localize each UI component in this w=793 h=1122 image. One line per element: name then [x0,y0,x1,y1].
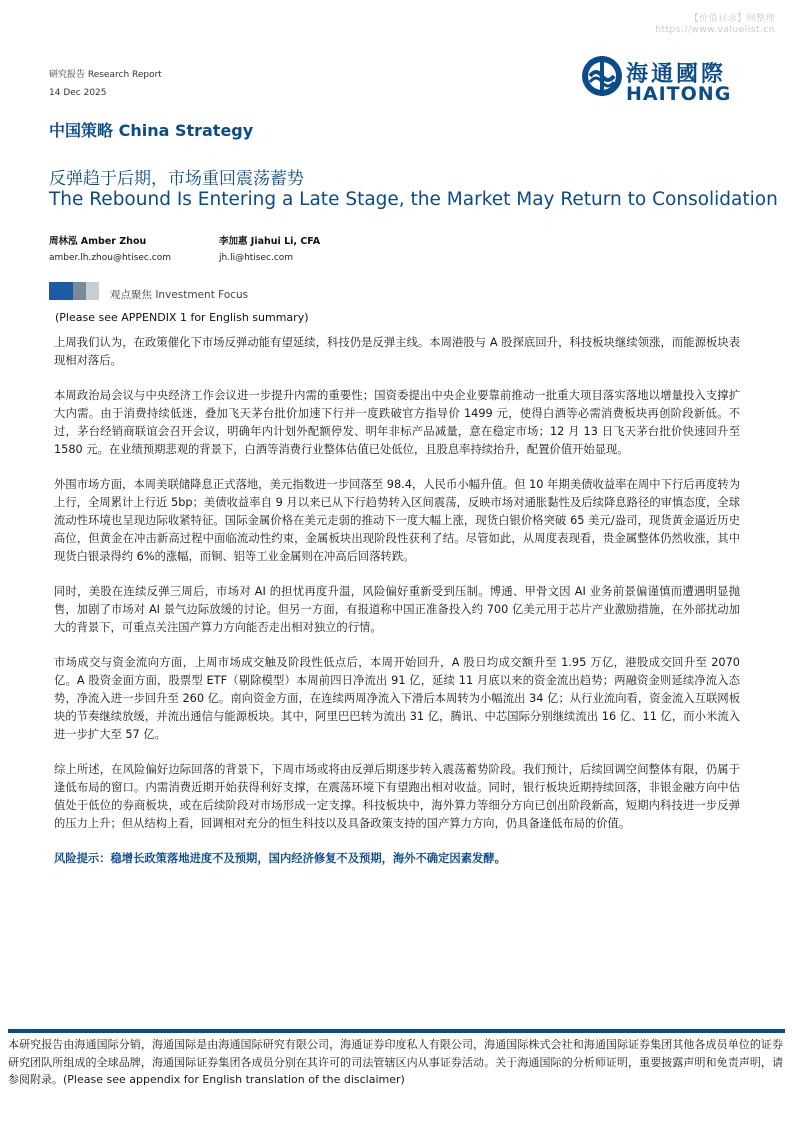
footer-divider [8,1029,785,1033]
report-body [54,334,740,868]
focus-bar-segment-3 [86,282,99,300]
focus-bar-segment-1 [49,282,73,300]
report-type: 研究报告 Research Report [49,70,162,80]
logo-chinese-text: 海通國際 [626,62,727,87]
author-name-1: 周林泓 Amber Zhou [49,236,147,247]
watermark-line-1: 【价值目录】网整理 [689,14,775,24]
title-chinese: 反弹趋于后期，市场重回震荡蓄势 [49,169,304,189]
watermark-line-2: https://www.valuelist.cn [655,25,775,35]
author-name-2: 李加惠 Jiahui Li, CFA [219,236,321,247]
footer-disclaimer: 本研究报告由海通国际分销，海通国际是由海通国际研究有限公司，海通证券印度私人有限公司，海通国际株式会社和海通国际证券集团其他各成员单位的证券研究团队所组成的全球品牌，海通国际证券集团各成员分别在其许可的司法管辖区内从事证券活动。关于海通国际的分析师证明，重要披露声明和免责声明，请参阅附录。(Please see appendix for English translation of the disclaimer) [8,1038,783,1086]
appendix-note: (Please see APPENDIX 1 for English summary) [55,311,309,324]
paragraph-4: 同时，美股在连续反弹三周后，市场对 AI 的担忧再度升温，风险偏好重新受到压制。博通、甲骨文因 AI 业务前景偏谨慎而遭遇明显抛售，加剧了市场对 AI 景气边际放缓的讨论。但另一方面，有报道称中国正准备投入约 700 亿美元用于芯片产业激励措施，在外部扰动加大的背景下，可重点关注国产算力方向能否走出相对独立的行情。 [54,585,740,634]
author-email-2[interactable]: jh.li@htisec.com [219,253,294,263]
author-email-1[interactable]: amber.lh.zhou@htisec.com [49,253,171,263]
paragraph-2: 本周政治局会议与中央经济工作会议进一步提升内需的重要性；国资委提出中央企业要靠前推动一批重大项目落实落地以增量投入支撑扩大内需。由于消费持续低迷，叠加飞天茅台批价加速下行并一度跌破官方指导价 1499 元，使得白酒等必需消费板块再创阶段新低。不过，茅台经销商联谊会召开会议，明确年内计划外配额停发、明年非标产品减量，意在稳定市场；12 月 13 日飞天茅台批价快速回升至 1580 元。在业绩预期悲观的背景下，白酒等消费行业整体估值已处低位，且股息率持续抬升，配置价值开始显现。 [54,389,740,456]
logo-english-text: HAITONG [626,83,732,105]
paragraph-1: 上周我们认为，在政策催化下市场反弹动能有望延续，科技仍是反弹主线。本周港股与 A 股探底回升，科技板块继续领涨，而能源板块表现相对落后。 [54,336,740,367]
paragraph-3: 外围市场方面，本周美联储降息正式落地，美元指数进一步回落至 98.4，人民币小幅升值。但 10 年期美债收益率在周中下行后再度转为上行，全周累计上行近 5bp；美债收益率自 9 月以来已从下行趋势转入区间震荡，反映市场对通胀黏性及后续降息路径的审慎态度，全球流动性环境也呈现边际收紧特征。国际金属价格在美元走弱的推动下一度大幅上涨，现货白银价格突破 65 美元/盎司，现货黄金逼近历史高位，但黄金在冲击新高过程中面临流动性约束，金属板块出现阶段性获利了结。尽管如此，从周度表现看，贵金属整体仍然收涨，其中现货白银录得约 6%的涨幅，而铜、铝等工业金属则在冲高后回落转跌。 [54,478,740,563]
focus-bar-segment-2 [73,282,86,300]
section-title: 中国策略 China Strategy [49,121,254,140]
paragraph-5: 市场成交与资金流向方面，上周市场成交触及阶段性低点后，本周开始回升，A 股日均成交额升至 1.95 万亿，港股成交回升至 2070 亿。A 股资金面方面，股票型 ETF（剔除模型）本周前四日净流出 91 亿，延续 11 月底以来的资金流出趋势；两融资金则延续净流入态势，净流入进一步回升至 260 亿。南向资金方面，在连续两周净流入下滑后本周转为小幅流出 34 亿；从行业流向看，资金流入互联网板块的节奏继续放缓，并流出通信与能源板块。其中，阿里巴巴转为流出 31 亿，腾讯、中芯国际分别继续流出 16 亿、11 亿，而小米流入进一步扩大至 57 亿。 [54,656,740,741]
focus-color-bar [49,282,99,300]
haitong-emblem-icon [580,52,624,100]
paragraph-6: 综上所述，在风险偏好边际回落的背景下，下周市场或将由反弹后期逐步转入震荡蓄势阶段。我们预计，后续回调空间整体有限，仍属于逢低布局的窗口。内需消费近期开始获得利好支撑，在震荡环境下有望跑出相对收益。同时，银行板块近期持续回落，非银金融方向中估值处于低位的券商板块，或在后续阶段对市场形成一定支撑。科技板块中，海外算力等细分方向已创出阶段新高，短期内科技进一步反弹的压力上升；但从结构上看，回调相对充分的恒生科技以及具备政策支持的国产算力方向，仍具备逢低布局的价值。 [54,763,740,830]
haitong-logo [580,50,740,106]
watermark [655,14,775,36]
report-date: 14 Dec 2025 [49,88,107,98]
risk-warning: 风险提示：稳增长政策落地进度不及预期，国内经济修复不及预期，海外不确定因素发酵。 [54,852,506,866]
title-english: The Rebound Is Entering a Late Stage, the Market May Return to Consolidation [49,189,778,210]
investment-focus-label: 观点聚焦 Investment Focus [110,289,249,301]
